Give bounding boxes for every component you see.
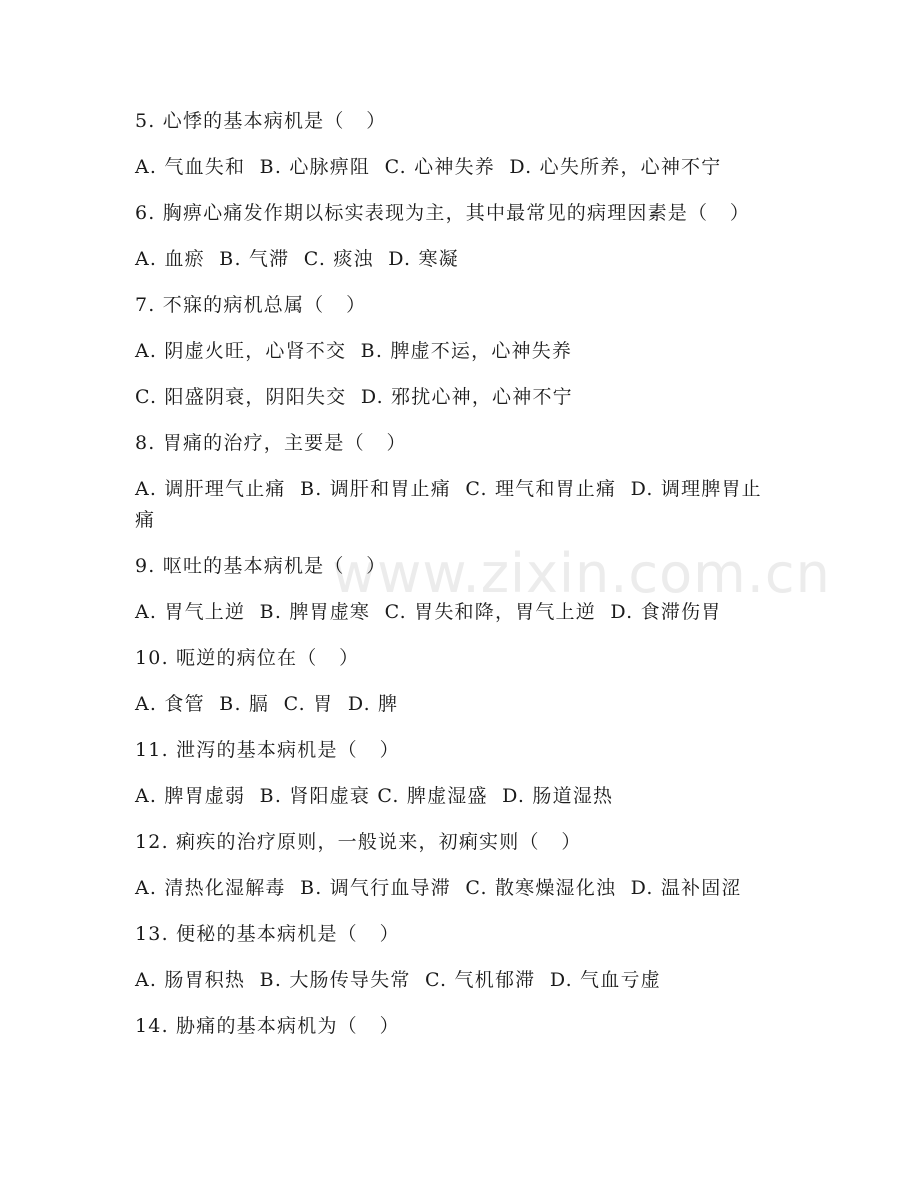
options-9: A. 胃气上逆 B. 脾胃虚寒 C. 胃失和降，胃气上逆 D. 食滞伤胃 [135,601,722,623]
question-12: 12. 痢疾的治疗原则，一般说来，初痢实则（ ） [135,831,582,853]
options-7-row-2: C. 阳盛阴衰，阴阳失交 D. 邪扰心神，心神不宁 [135,386,573,408]
watermark: www.zixin.com.cn [332,542,831,605]
question-10: 10. 呃逆的病位在（ ） [135,647,360,669]
question-6: 6. 胸痹心痛发作期以标实表现为主，其中最常见的病理因素是（ ） [135,202,751,224]
options-5: A. 气血失和 B. 心脉痹阻 C. 心神失养 D. 心失所养，心神不宁 [135,156,722,178]
options-6: A. 血瘀 B. 气滞 C. 痰浊 D. 寒凝 [135,248,459,270]
options-7-row-1: A. 阴虚火旺，心肾不交 B. 脾虚不运，心神失养 [135,340,573,362]
options-13: A. 肠胃积热 B. 大肠传导失常 C. 气机郁滞 D. 气血亏虚 [135,969,661,991]
question-14: 14. 胁痛的基本病机为（ ） [135,1015,400,1037]
options-12: A. 清热化湿解毒 B. 调气行血导滞 C. 散寒燥湿化浊 D. 温补固涩 [135,877,742,899]
question-11: 11. 泄泻的基本病机是（ ） [135,739,400,761]
question-8: 8. 胃痛的治疗，主要是（ ） [135,432,407,454]
options-10: A. 食管 B. 膈 C. 胃 D. 脾 [135,693,399,715]
question-13: 13. 便秘的基本病机是（ ） [135,923,400,945]
options-8: A. 调肝理气止痛 B. 调肝和胃止痛 C. 理气和胃止痛 D. 调理脾胃止痛 [135,478,762,531]
options-11: A. 脾胃虚弱 B. 肾阳虚衰 C. 脾虚湿盛 D. 肠道湿热 [135,785,614,807]
question-list [135,106,775,1057]
question-9: 9. 呕吐的基本病机是（ ） [135,555,387,577]
question-5: 5. 心悸的基本病机是（ ） [135,110,387,132]
question-7: 7. 不寐的病机总属（ ） [135,294,367,316]
